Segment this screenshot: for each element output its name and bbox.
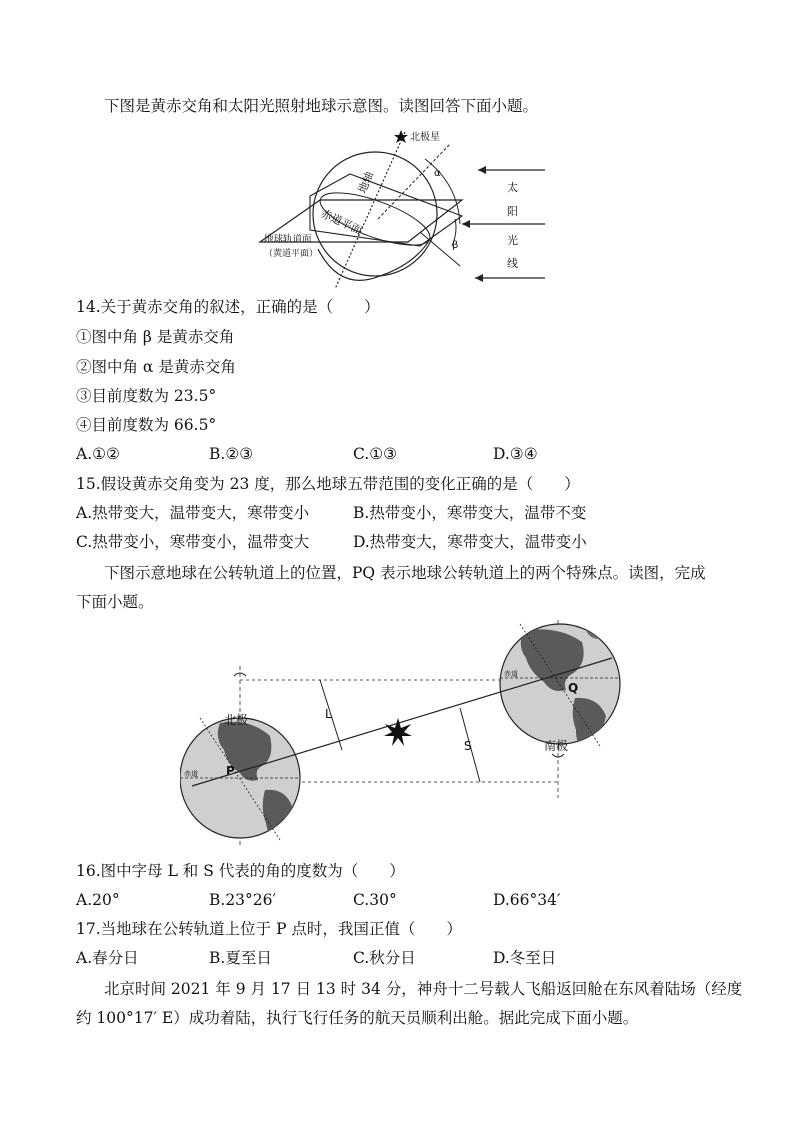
sunlight-label-3: 光 xyxy=(507,234,518,247)
intro-text-3-line2: 约 100°17′ E）成功着陆，执行飞行任务的航天员顺利出舱。据此完成下面小题。 xyxy=(76,1009,639,1027)
orbit-plane-label: 地球轨道面 xyxy=(264,234,312,245)
q14-options xyxy=(76,443,776,465)
alpha-arc xyxy=(425,159,460,224)
intro-text-3-line1: 北京时间 2021 年 9 月 17 日 13 时 34 分，神舟十二号载人飞船返回舱在东风着陆场（经度 xyxy=(104,980,743,998)
q16-option-c[interactable]: C.30° xyxy=(353,891,397,909)
q17-option-a[interactable]: A.春分日 xyxy=(76,949,139,967)
q14-option-b[interactable]: B.②③ xyxy=(209,445,254,463)
q15-option-a[interactable]: A.热带变大，温带变大，寒带变小 xyxy=(76,504,310,522)
q17-stem: 17.当地球在公转轨道上位于 P 点时，我国正值（ ） xyxy=(76,920,462,938)
q16-option-b[interactable]: B.23°26′ xyxy=(209,891,277,909)
axis-label: 地轴 xyxy=(355,169,377,196)
l-label: L xyxy=(325,707,332,721)
q17-options xyxy=(76,947,776,969)
equator-plane-label: 赤道平面 xyxy=(318,206,365,238)
q14-option-d[interactable]: D.③④ xyxy=(493,445,538,463)
q14-statement-4: ④目前度数为 66.5° xyxy=(76,416,217,434)
intro-text-1: 下图是黄赤交角和太阳光照射地球示意图。读图回答下面小题。 xyxy=(104,97,539,115)
sunlight-label-2: 阳 xyxy=(507,205,518,218)
north-pole-label: 北极 xyxy=(224,713,249,727)
left-equator-label: 赤道 xyxy=(184,770,198,778)
q15-option-d[interactable]: D.热带变大，寒带变大，温带变小 xyxy=(353,533,587,551)
q16-option-d[interactable]: D.66°34′ xyxy=(493,891,561,909)
earth-axis xyxy=(335,132,405,289)
q15-stem: 15.假设黄赤交角变为 23 度，那么地球五带范围的变化正确的是（ ） xyxy=(76,475,580,493)
q15-option-b[interactable]: B.热带变小，寒带变大，温带不变 xyxy=(353,504,587,522)
left-globe-greenland xyxy=(275,718,292,730)
p-label: P xyxy=(226,764,235,778)
q17-option-b[interactable]: B.夏至日 xyxy=(209,949,272,967)
obliquity-diagram xyxy=(250,124,560,294)
q16-stem: 16.图中字母 L 和 S 代表的角的度数为（ ） xyxy=(76,862,405,880)
polaris-label: 北极星 xyxy=(410,132,440,143)
right-equator-label: 赤道 xyxy=(504,670,518,678)
q15-option-c[interactable]: C.热带变小，寒带变小，温带变大 xyxy=(76,533,310,551)
q17-option-d[interactable]: D.冬至日 xyxy=(493,949,557,967)
sun-icon xyxy=(384,718,412,746)
q-label: Q xyxy=(568,681,579,695)
q14-option-a[interactable]: A.①② xyxy=(76,445,120,463)
intro-text-2-line2: 下面小题。 xyxy=(76,593,154,611)
q14-stem: 14.关于黄赤交角的叙述，正确的是（ ） xyxy=(76,298,380,316)
q14-option-c[interactable]: C.①③ xyxy=(353,445,398,463)
q15-options-row1 xyxy=(76,502,776,524)
q16-option-a[interactable]: A.20° xyxy=(76,891,120,909)
q17-option-c[interactable]: C.秋分日 xyxy=(353,949,416,967)
q14-statement-3: ③目前度数为 23.5° xyxy=(76,387,217,405)
intro-text-2-line1: 下图示意地球在公转轨道上的位置，PQ 表示地球公转轨道上的两个特殊点。读图，完成 xyxy=(104,564,706,582)
q14-statement-2: ②图中角 α 是黄赤交角 xyxy=(76,358,236,376)
alpha-label: α xyxy=(434,168,441,179)
sunlight-label-4: 线 xyxy=(507,257,518,270)
q15-options-row2 xyxy=(76,531,776,553)
q14-statement-1: ①图中角 β 是黄赤交角 xyxy=(76,328,235,346)
orbit-position-diagram xyxy=(180,618,640,850)
south-pole-label: 南极 xyxy=(544,739,569,753)
s-label: S xyxy=(464,739,472,753)
orbit-plane-sub-label: （黄道平面） xyxy=(264,249,319,259)
sunlight-label-1: 太 xyxy=(507,181,518,194)
q16-options xyxy=(76,889,776,911)
beta-label: β xyxy=(452,240,459,251)
